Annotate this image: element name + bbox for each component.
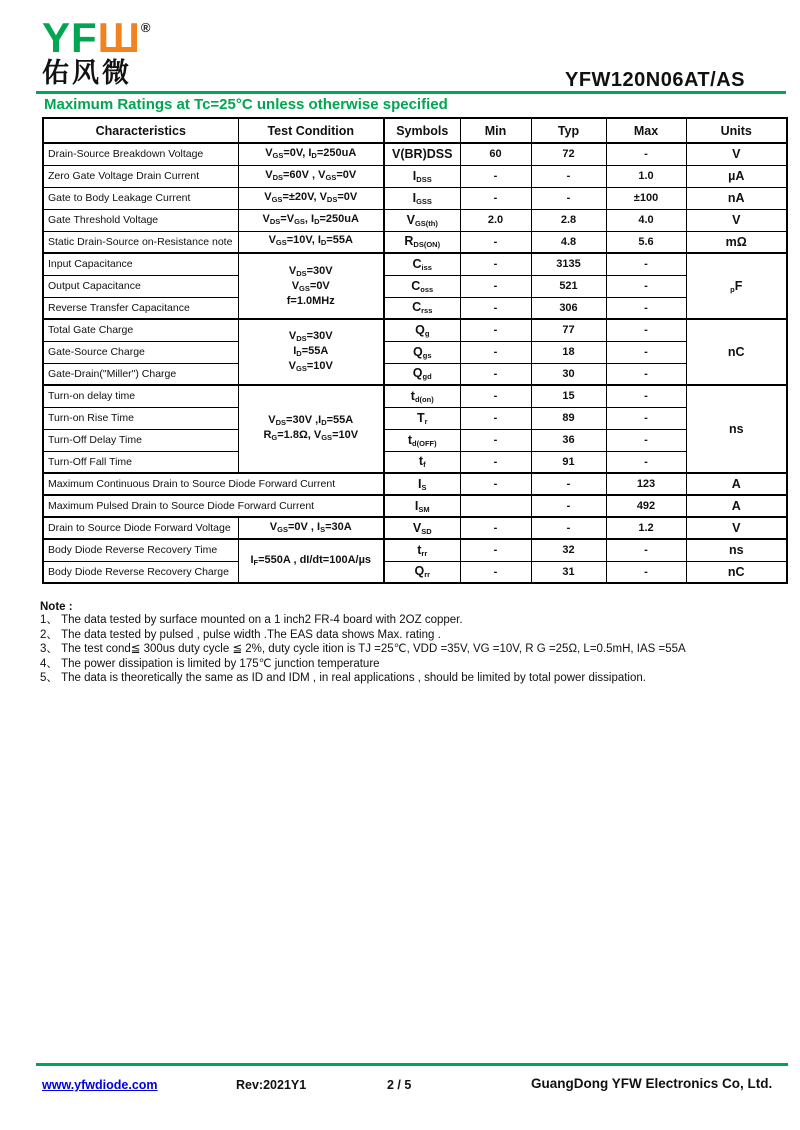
max-cell: 123 xyxy=(606,473,686,495)
max-cell: - xyxy=(606,451,686,473)
col-header-max: Max xyxy=(606,118,686,143)
table-row xyxy=(43,451,787,473)
header-divider-rule xyxy=(36,91,786,94)
symbol-cell: $t_{d(on)}$ xyxy=(384,385,460,407)
units-cell: nC xyxy=(686,561,787,583)
characteristic-cell: Input Capacitance xyxy=(43,253,238,275)
max-cell: - xyxy=(606,253,686,275)
test-condition-cell: $V_{GS}=10V$, $I_D=55A$ xyxy=(238,231,384,253)
test-condition-cell: $V_{DS}=30V$ $,I_D=55A$ $R_G=1.8\Omega$, $V_{GS}=10V$ xyxy=(238,385,384,473)
typ-cell: - xyxy=(531,495,606,517)
yfw-logo xyxy=(42,6,151,88)
units-cell: ns xyxy=(686,385,787,473)
symbol-cell: $t_f$ xyxy=(384,451,460,473)
typ-cell: 2.8 xyxy=(531,209,606,231)
max-cell: - xyxy=(606,143,686,165)
max-cell: 5.6 xyxy=(606,231,686,253)
table-header-row xyxy=(43,118,787,143)
characteristic-cell: Turn-on delay time xyxy=(43,385,238,407)
note-item-2: 2、 The data tested by pulsed , pulse width .The EAS data shows Max. rating . xyxy=(40,628,441,641)
notes-section xyxy=(40,601,686,686)
units-cell: A xyxy=(686,473,787,495)
typ-cell: - xyxy=(531,165,606,187)
logo-yf-text: YF xyxy=(42,14,98,61)
min-cell: - xyxy=(460,341,531,363)
note-item-5: 5、 The data is theoretically the same as ID and IDM , in real applications , should be limited by total power dissipation. xyxy=(40,672,646,684)
max-cell: 4.0 xyxy=(606,209,686,231)
characteristic-cell: Turn-on Rise Time xyxy=(43,407,238,429)
units-cell: mΩ xyxy=(686,231,787,253)
symbol-cell: $C_{rss}$ xyxy=(384,297,460,319)
table-row xyxy=(43,517,787,539)
table-row xyxy=(43,319,787,341)
min-cell: - xyxy=(460,561,531,583)
characteristic-cell: Body Diode Reverse Recovery Time xyxy=(43,539,238,561)
symbol-cell: $Q_g$ xyxy=(384,319,460,341)
typ-cell: 521 xyxy=(531,275,606,297)
characteristic-cell: Gate Threshold Voltage xyxy=(43,209,238,231)
max-cell: 492 xyxy=(606,495,686,517)
symbol-cell: $C_{iss}$ xyxy=(384,253,460,275)
typ-cell: 36 xyxy=(531,429,606,451)
min-cell xyxy=(460,495,531,517)
min-cell: 2.0 xyxy=(460,209,531,231)
max-cell: - xyxy=(606,363,686,385)
characteristic-cell: Body Diode Reverse Recovery Charge xyxy=(43,561,238,583)
units-cell: $_p$F xyxy=(686,253,787,319)
note-item-4: 4、 The power dissipation is limited by 175℃ junction temperature xyxy=(40,657,380,670)
note-item-3: 3、 The test cond≦ 300us duty cycle ≦ 2%, duty cycle ition is TJ =25℃, VDD =35V, VG =10V, R G =25Ω, L=0.5mH, IAS =55A xyxy=(40,643,686,655)
max-cell: - xyxy=(606,341,686,363)
table-row xyxy=(43,495,787,517)
min-cell: - xyxy=(460,429,531,451)
units-cell: µA xyxy=(686,165,787,187)
table-row xyxy=(43,143,787,165)
typ-cell: 72 xyxy=(531,143,606,165)
max-cell: - xyxy=(606,385,686,407)
max-cell: 1.2 xyxy=(606,517,686,539)
footer-divider-rule xyxy=(36,1063,788,1066)
units-cell: V xyxy=(686,209,787,231)
characteristic-cell: Gate-Drain("Miller") Charge xyxy=(43,363,238,385)
typ-cell: 30 xyxy=(531,363,606,385)
units-cell: V xyxy=(686,143,787,165)
typ-cell: 77 xyxy=(531,319,606,341)
typ-cell: 18 xyxy=(531,341,606,363)
characteristic-cell: Total Gate Charge xyxy=(43,319,238,341)
logo-w-glyph: Ш xyxy=(97,14,141,61)
min-cell: - xyxy=(460,275,531,297)
test-condition-cell: $V_{GS}=0V$, $I_D=250uA$ xyxy=(238,143,384,165)
table-row xyxy=(43,429,787,451)
min-cell: - xyxy=(460,451,531,473)
section-title: Maximum Ratings at Tc=25°C unless otherwise specified xyxy=(44,96,448,113)
test-condition-cell: $V_{DS}=30V$ $V_{GS}=0V$ f=1.0MHz xyxy=(238,253,384,319)
col-header-typ: Typ xyxy=(531,118,606,143)
notes-title: Note : xyxy=(40,601,73,613)
company-name: GuangDong YFW Electronics Co, Ltd. xyxy=(531,1076,773,1091)
test-condition-cell: $V_{GS}=\pm 20V$, $V_{DS}=0V$ xyxy=(238,187,384,209)
characteristic-cell: Turn-Off Fall Time xyxy=(43,451,238,473)
table-row xyxy=(43,561,787,583)
units-cell: A xyxy=(686,495,787,517)
min-cell: - xyxy=(460,253,531,275)
symbol-cell: $C_{oss}$ xyxy=(384,275,460,297)
typ-cell: - xyxy=(531,473,606,495)
col-header-units: Units xyxy=(686,118,787,143)
page-number: 2 / 5 xyxy=(387,1078,412,1092)
max-cell: - xyxy=(606,561,686,583)
registered-trademark-icon: ® xyxy=(140,20,152,35)
units-cell: nA xyxy=(686,187,787,209)
units-cell: ns xyxy=(686,539,787,561)
table-row xyxy=(43,341,787,363)
test-condition-cell: $V_{DS}=V_{GS}$, $I_D=250uA$ xyxy=(238,209,384,231)
units-cell: nC xyxy=(686,319,787,385)
characteristic-cell: Gate to Body Leakage Current xyxy=(43,187,238,209)
table-row xyxy=(43,539,787,561)
table-row xyxy=(43,473,787,495)
col-header-symbols: Symbols xyxy=(384,118,460,143)
characteristic-cell: Zero Gate Voltage Drain Current xyxy=(43,165,238,187)
typ-cell: 15 xyxy=(531,385,606,407)
symbol-cell: $I_{DSS}$ xyxy=(384,165,460,187)
symbol-cell: $I_S$ xyxy=(384,473,460,495)
symbol-cell: $Q_{rr}$ xyxy=(384,561,460,583)
typ-cell: 32 xyxy=(531,539,606,561)
characteristic-cell: Drain-Source Breakdown Voltage xyxy=(43,143,238,165)
table-row xyxy=(43,253,787,275)
symbol-cell: $V_{GS(th)}$ xyxy=(384,209,460,231)
min-cell: - xyxy=(460,319,531,341)
table-row xyxy=(43,385,787,407)
max-cell: - xyxy=(606,429,686,451)
table-row xyxy=(43,231,787,253)
typ-cell: - xyxy=(531,187,606,209)
symbol-cell: $Q_{gd}$ xyxy=(384,363,460,385)
min-cell: - xyxy=(460,407,531,429)
typ-cell: 4.8 xyxy=(531,231,606,253)
typ-cell: 306 xyxy=(531,297,606,319)
test-condition-cell: $V_{GS}=0V$ , $I_S=30A$ xyxy=(238,517,384,539)
typ-cell: 3135 xyxy=(531,253,606,275)
max-cell: - xyxy=(606,275,686,297)
symbol-cell: $V_{SD}$ xyxy=(384,517,460,539)
characteristic-cell: Drain to Source Diode Forward Voltage xyxy=(43,517,238,539)
symbol-cell: $R_{DS(ON)}$ xyxy=(384,231,460,253)
min-cell: - xyxy=(460,165,531,187)
yfw-logo-wordmark xyxy=(42,6,151,60)
symbol-cell: $I_{SM}$ xyxy=(384,495,460,517)
min-cell: - xyxy=(460,187,531,209)
table-row xyxy=(43,209,787,231)
min-cell: - xyxy=(460,473,531,495)
col-header-test-condition: Test Condition xyxy=(238,118,384,143)
part-number-title: YFW120N06AT/AS xyxy=(564,69,745,91)
maximum-ratings-table xyxy=(42,117,788,584)
max-cell: - xyxy=(606,539,686,561)
typ-cell: 89 xyxy=(531,407,606,429)
min-cell: - xyxy=(460,539,531,561)
symbol-cell: $t_{rr}$ xyxy=(384,539,460,561)
max-cell: 1.0 xyxy=(606,165,686,187)
characteristic-cell: Gate-Source Charge xyxy=(43,341,238,363)
table-row xyxy=(43,363,787,385)
symbol-cell: $t_{d(OFF)}$ xyxy=(384,429,460,451)
min-cell: - xyxy=(460,517,531,539)
units-cell: V xyxy=(686,517,787,539)
typ-cell: 31 xyxy=(531,561,606,583)
test-condition-cell: $V_{DS}=60V$ , $V_{GS}=0V$ xyxy=(238,165,384,187)
characteristic-cell: Maximum Pulsed Drain to Source Diode Forward Current xyxy=(43,495,384,517)
symbol-cell: $T_r$ xyxy=(384,407,460,429)
max-cell: ±100 xyxy=(606,187,686,209)
table-row xyxy=(43,165,787,187)
table-row xyxy=(43,275,787,297)
characteristic-cell: Static Drain-Source on-Resistance note xyxy=(43,231,238,253)
test-condition-cell: $V_{DS}=30V$ $I_D=55A$ $V_{GS}=10V$ xyxy=(238,319,384,385)
table-row xyxy=(43,297,787,319)
typ-cell: - xyxy=(531,517,606,539)
test-condition-cell: $I_F=550A$ , dI/dt=100A/µs xyxy=(238,539,384,583)
min-cell: - xyxy=(460,363,531,385)
col-header-characteristics: Characteristics xyxy=(43,118,238,143)
symbol-cell: V(BR)DSS xyxy=(384,143,460,165)
min-cell: - xyxy=(460,297,531,319)
table-row xyxy=(43,187,787,209)
max-cell: - xyxy=(606,297,686,319)
symbol-cell: $Q_{gs}$ xyxy=(384,341,460,363)
min-cell: 60 xyxy=(460,143,531,165)
characteristic-cell: Output Capacitance xyxy=(43,275,238,297)
col-header-min: Min xyxy=(460,118,531,143)
note-item-1: 1、 The data tested by surface mounted on a 1 inch2 FR-4 board with 2OZ copper. xyxy=(40,614,463,626)
website-link[interactable]: www.yfwdiode.com xyxy=(42,1078,158,1092)
characteristic-cell: Turn-Off Delay Time xyxy=(43,429,238,451)
logo-chinese-name: 佑风微 xyxy=(42,58,132,88)
table-row xyxy=(43,407,787,429)
max-cell: - xyxy=(606,319,686,341)
typ-cell: 91 xyxy=(531,451,606,473)
characteristic-cell: Maximum Continuous Drain to Source Diode Forward Current xyxy=(43,473,384,495)
revision-label: Rev:2021Y1 xyxy=(236,1078,307,1092)
min-cell: - xyxy=(460,385,531,407)
characteristic-cell: Reverse Transfer Capacitance xyxy=(43,297,238,319)
symbol-cell: $I_{GSS}$ xyxy=(384,187,460,209)
min-cell: - xyxy=(460,231,531,253)
max-cell: - xyxy=(606,407,686,429)
